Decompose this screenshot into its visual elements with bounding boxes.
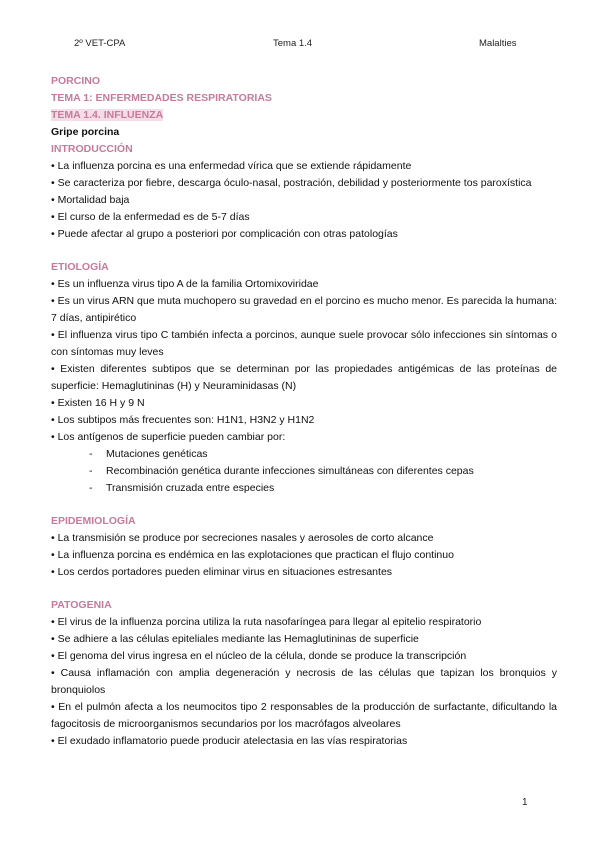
list-item: • El genoma del virus ingresa en el núcleo de la célula, donde se produce la transcripción bbox=[51, 650, 467, 662]
sub-list-item: - Mutaciones genéticas bbox=[89, 448, 208, 460]
document-body bbox=[51, 73, 557, 750]
list-item: • Se adhiere a las células epiteliales mediante las Hemaglutininas de superficie bbox=[51, 633, 419, 645]
heading-introduccion: INTRODUCCIÓN bbox=[51, 143, 133, 155]
list-item: • Los cerdos portadores pueden eliminar virus en situaciones estresantes bbox=[51, 566, 393, 578]
page-number: 1 bbox=[522, 797, 528, 808]
list-item: • La influenza porcina es endémica en las explotaciones que practican el flujo continuo bbox=[51, 549, 454, 561]
heading-epidemiologia: EPIDEMIOLOGÍA bbox=[51, 515, 136, 527]
list-item: • Es un influenza virus tipo A de la familia Ortomixoviridae bbox=[51, 278, 319, 290]
list-item: • El exudado inflamatorio puede producir atelectasia en las vías respiratorias bbox=[51, 735, 408, 747]
list-item: • Existen 16 H y 9 N bbox=[51, 397, 145, 409]
list-item: • Se caracteriza por fiebre, descarga óculo-nasal, postración, debilidad y posteriormente tos paroxística bbox=[51, 177, 532, 189]
heading-patogenia: PATOGENIA bbox=[51, 599, 112, 611]
header-subject: Malalties bbox=[479, 38, 517, 49]
list-item: • El curso de la enfermedad es de 5-7 días bbox=[51, 211, 250, 223]
list-item: • La influenza porcina es una enfermedad vírica que se extiende rápidamente bbox=[51, 160, 412, 172]
header-topic: Tema 1.4 bbox=[273, 38, 313, 49]
tema-title: TEMA 1: ENFERMEDADES RESPIRATORIAS bbox=[51, 92, 272, 104]
list-item: • El influenza virus tipo C también infecta a porcinos, aunque suele provocar sólo infecciones sin síntomas o con síntomas muy leves bbox=[51, 329, 557, 358]
subtema-title: TEMA 1.4. INFLUENZA bbox=[51, 109, 164, 121]
list-item: • En el pulmón afecta a los neumocitos tipo 2 responsables de la producción de surfactante, dificultando la fagocitosis de microorganismos secundarios por los macrófagos alveolares bbox=[51, 701, 557, 730]
list-item: • La transmisión se produce por secreciones nasales y aerosoles de corto alcance bbox=[51, 532, 434, 544]
list-item: • Los subtipos más frecuentes son: H1N1, H3N2 y H1N2 bbox=[51, 414, 315, 426]
list-item: • Causa inflamación con amplia degeneración y necrosis de las células que tapizan los bronquios y bronquiolos bbox=[51, 667, 557, 696]
sub-list-item: - Recombinación genética durante infecciones simultáneas con diferentes cepas bbox=[89, 465, 474, 477]
subtitle: Gripe porcina bbox=[51, 126, 120, 138]
list-item: • El virus de la influenza porcina utiliza la ruta nasofaríngea para llegar al epitelio respiratorio bbox=[51, 616, 482, 628]
list-item: • Existen diferentes subtipos que se determinan por las propiedades antigémicas de las proteínas de superficie: Hemaglutininas (H) y Neuraminidasas (N) bbox=[51, 363, 557, 392]
section-label-porcino: PORCINO bbox=[51, 75, 101, 87]
sub-list-item: - Transmisión cruzada entre especies bbox=[89, 482, 275, 494]
list-item: • Mortalidad baja bbox=[51, 194, 130, 206]
list-item: • Puede afectar al grupo a posteriori por complicación con otras patologías bbox=[51, 228, 398, 240]
header-course: 2º VET-CPA bbox=[74, 38, 126, 49]
list-item: • Es un virus ARN que muta muchopero su gravedad en el porcino es mucho menor. Es parecida la humana: 7 días, antipirético bbox=[51, 295, 557, 324]
heading-etiologia: ETIOLOGÍA bbox=[51, 261, 109, 273]
list-item: • Los antígenos de superficie pueden cambiar por: bbox=[51, 431, 286, 443]
